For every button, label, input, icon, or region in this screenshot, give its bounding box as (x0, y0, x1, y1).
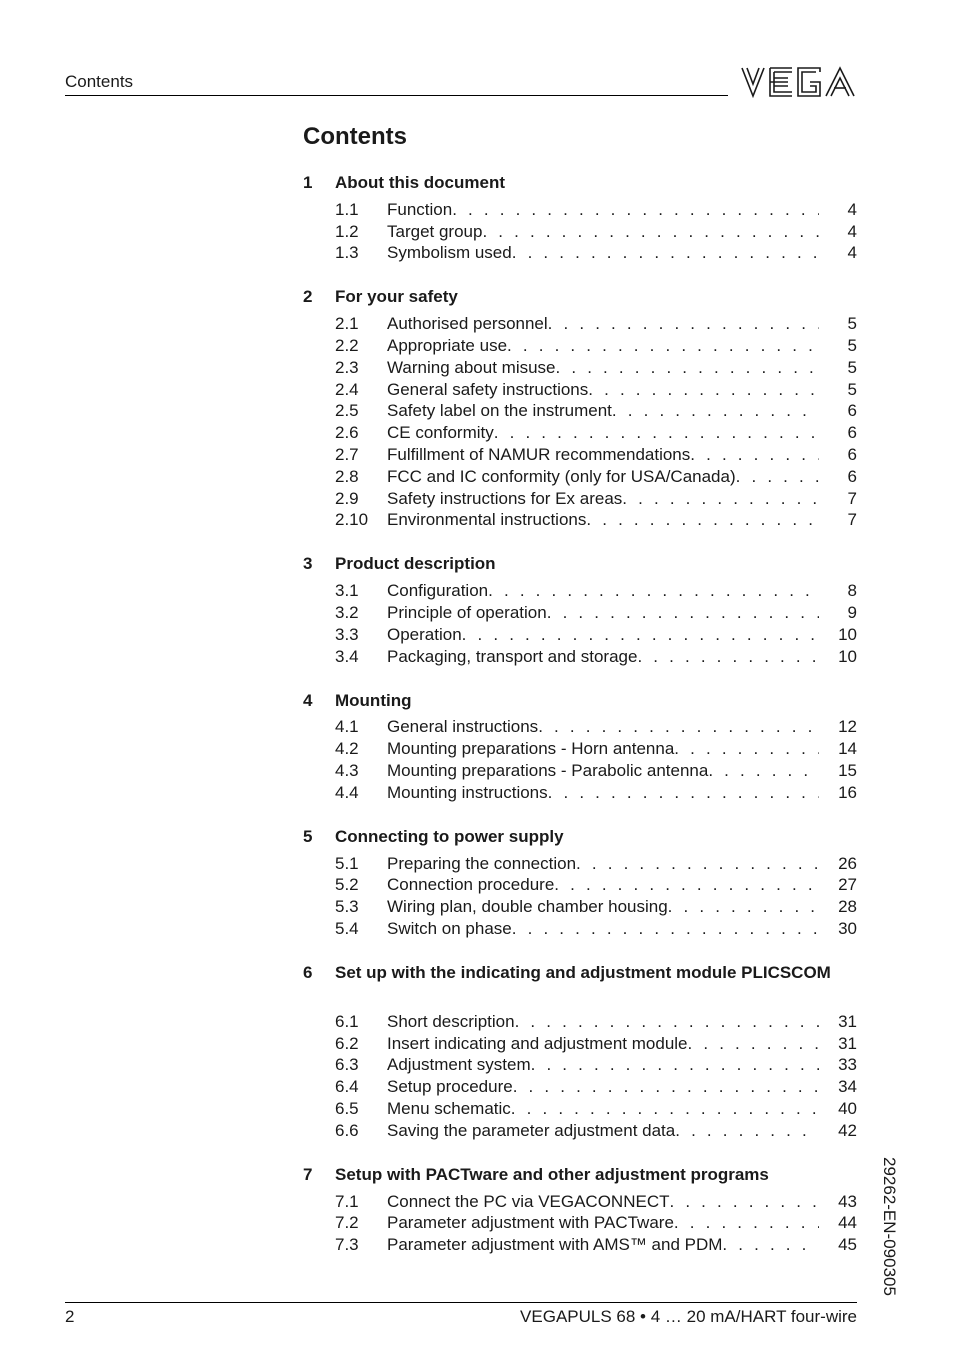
page-number: 5 (847, 336, 857, 356)
section-title: Adjustment system (387, 1055, 531, 1075)
dot-leader (482, 222, 819, 242)
section-title: Short description (387, 1011, 515, 1031)
page-number: 10 (838, 646, 857, 666)
toc-entry[interactable] (303, 199, 857, 221)
section-number: 2.10 (335, 510, 369, 530)
page-number: 14 (838, 739, 857, 759)
page-number: 15 (838, 761, 857, 781)
page-number: 34 (838, 1077, 857, 1097)
section-title: Connect the PC via VEGACONNECT (387, 1191, 670, 1211)
section-number: 3.2 (335, 603, 359, 623)
section-number: 7.3 (335, 1235, 359, 1255)
toc-chapter-heading[interactable] (303, 960, 857, 986)
section-number: 1.3 (335, 243, 359, 263)
page-number: 43 (838, 1191, 857, 1211)
toc-chapter (303, 551, 857, 667)
dot-leader (494, 423, 819, 443)
dot-leader (722, 1235, 819, 1255)
toc-entry[interactable] (303, 422, 857, 444)
toc-entry[interactable] (303, 444, 857, 466)
section-number: 5.4 (335, 919, 359, 939)
section-title: Parameter adjustment with PACTware (387, 1213, 674, 1233)
dot-leader (512, 243, 819, 263)
section-number: 6.3 (335, 1055, 359, 1075)
page-title: Contents (303, 123, 407, 150)
chapter-title: About this document (335, 173, 505, 192)
toc-entry[interactable] (303, 782, 857, 804)
section-number: 2.3 (335, 357, 359, 377)
section-number: 2.8 (335, 466, 359, 486)
page-number: 31 (838, 1033, 857, 1053)
chapter-number: 5 (303, 826, 313, 846)
section-number: 6.5 (335, 1099, 359, 1118)
section-number: 6.4 (335, 1077, 359, 1097)
section-title: Symbolism used (387, 243, 512, 263)
toc-entry[interactable] (303, 335, 857, 357)
toc-chapter-heading[interactable] (303, 688, 857, 714)
page-number: 30 (838, 919, 857, 939)
section-title: Authorised personnel (387, 314, 548, 334)
toc-entry[interactable] (303, 1098, 857, 1120)
section-number: 5.2 (335, 875, 359, 895)
toc-entry[interactable] (303, 1120, 857, 1142)
chapter-number: 4 (303, 690, 313, 710)
header-rule (65, 95, 728, 96)
page-number: 6 (847, 401, 857, 421)
section-number: 4.4 (335, 782, 359, 802)
section-title: Saving the parameter adjustment data (387, 1120, 676, 1140)
dot-leader (512, 919, 819, 939)
toc-chapter (303, 1162, 857, 1256)
section-number: 2.5 (335, 401, 359, 421)
section-title: Wiring plan, double chamber housing (387, 897, 668, 917)
toc-entry[interactable] (303, 1011, 857, 1033)
section-number: 4.2 (335, 739, 359, 759)
section-title: Connection procedure (387, 875, 555, 895)
header-section-label: Contents (65, 72, 134, 91)
toc-entry[interactable] (303, 875, 857, 897)
page-number: 6 (847, 423, 857, 443)
page-number: 27 (838, 875, 857, 895)
dot-leader (586, 510, 819, 530)
section-title: Fulfillment of NAMUR recommendations (387, 445, 691, 465)
page-number: 31 (838, 1011, 857, 1031)
chapter-number: 3 (303, 554, 313, 574)
dot-leader (538, 717, 819, 737)
section-title: CE conformity (387, 423, 494, 443)
dot-leader (674, 1213, 819, 1233)
vega-logo (740, 66, 858, 98)
toc-chapter (303, 170, 857, 264)
page-number: 7 (847, 510, 857, 530)
section-number: 3.4 (335, 646, 359, 666)
page-number: 10 (838, 624, 857, 644)
document-code: 29262-EN-090305 (880, 1157, 899, 1296)
section-title: Mounting preparations - Parabolic antenna (387, 761, 709, 781)
page-number: 6 (847, 445, 857, 465)
toc-entry[interactable] (303, 313, 857, 335)
dot-leader (515, 1012, 819, 1032)
toc-chapter-heading[interactable] (303, 551, 857, 577)
section-title: Operation (387, 624, 462, 644)
chapter-number: 6 (303, 962, 313, 982)
section-title: General safety instructions (387, 379, 589, 399)
section-title: Mounting instructions (387, 782, 548, 802)
toc-entry[interactable] (303, 853, 857, 875)
footer-page-number: 2 (65, 1307, 75, 1326)
toc-chapter (303, 824, 857, 940)
toc-chapter-heading[interactable] (303, 1162, 857, 1188)
page-number: 28 (838, 897, 857, 917)
toc-entry[interactable] (303, 510, 857, 532)
dot-leader (531, 1055, 819, 1075)
page-number: 5 (847, 314, 857, 334)
toc-entry[interactable] (303, 1234, 857, 1256)
dot-leader (576, 854, 819, 874)
section-number: 6.2 (335, 1033, 359, 1053)
section-number: 2.1 (335, 314, 359, 334)
dot-leader (588, 380, 819, 400)
section-title: Insert indicating and adjustment module (387, 1033, 688, 1053)
footer-rule (65, 1302, 857, 1303)
dot-leader (462, 625, 819, 645)
dot-leader (554, 875, 819, 895)
page-number: 40 (838, 1099, 857, 1118)
section-title: Setup procedure (387, 1077, 513, 1097)
dot-leader (556, 358, 819, 378)
chapter-title: Setup with PACTware and other adjustment programs (335, 1164, 769, 1184)
page-number: 5 (847, 357, 857, 377)
dot-leader (547, 603, 819, 623)
dot-leader (637, 647, 819, 667)
toc-entry[interactable] (303, 221, 857, 243)
section-number: 2.7 (335, 445, 359, 465)
toc-entry[interactable] (303, 760, 857, 782)
section-number: 2.2 (335, 336, 359, 356)
dot-leader (674, 739, 819, 759)
section-title: Warning about misuse (387, 357, 556, 377)
section-title: Mounting preparations - Horn antenna (387, 739, 675, 759)
section-title: Appropriate use (387, 336, 508, 356)
toc-entry[interactable] (303, 624, 857, 646)
section-number: 7.2 (335, 1213, 359, 1233)
section-number: 5.3 (335, 897, 359, 917)
page-number: 12 (838, 717, 857, 737)
toc-entry[interactable] (303, 1033, 857, 1055)
chapter-number: 2 (303, 287, 313, 307)
toc-entry[interactable] (303, 488, 857, 510)
section-title: Safety label on the instrument (387, 401, 612, 421)
section-title: Function (387, 199, 453, 219)
toc-entry[interactable] (303, 717, 857, 739)
toc-entry[interactable] (303, 243, 857, 265)
toc-chapter-heading[interactable] (303, 170, 857, 196)
toc-entry[interactable] (303, 357, 857, 379)
page-number: 33 (838, 1055, 857, 1075)
toc-entry[interactable] (303, 379, 857, 401)
chapter-title: Product description (335, 554, 496, 574)
dot-leader (612, 401, 819, 421)
page-number: 4 (847, 243, 857, 263)
page-number: 26 (838, 853, 857, 873)
page-number: 7 (847, 488, 857, 508)
chapter-number: 1 (303, 173, 313, 192)
section-number: 1.2 (335, 221, 359, 241)
dot-leader (688, 1034, 819, 1054)
page-number: 9 (847, 603, 857, 623)
page-number: 42 (838, 1120, 857, 1140)
chapter-title: Set up with the indicating and adjustment module PLICSCOM (335, 962, 831, 982)
toc-entry[interactable] (303, 738, 857, 760)
chapter-title: Mounting (335, 690, 412, 710)
section-number: 6.1 (335, 1011, 359, 1031)
dot-leader (507, 336, 819, 356)
table-of-contents (303, 170, 857, 1276)
dot-leader (668, 897, 819, 917)
toc-entry[interactable] (303, 580, 857, 602)
toc-entry[interactable] (303, 1213, 857, 1235)
section-title: Switch on phase (387, 919, 512, 939)
page-number: 44 (838, 1213, 857, 1233)
section-number: 7.1 (335, 1191, 359, 1211)
dot-leader (675, 1121, 819, 1141)
section-number: 2.4 (335, 379, 359, 399)
dot-leader (513, 1077, 819, 1097)
dot-leader (690, 445, 819, 465)
toc-chapter-heading[interactable] (303, 824, 857, 850)
toc-chapter (303, 284, 857, 531)
dot-leader (669, 1192, 819, 1212)
section-title: General instructions (387, 717, 539, 737)
dot-leader (708, 761, 819, 781)
page-number: 6 (847, 466, 857, 486)
toc-entry[interactable] (303, 896, 857, 918)
page-number: 16 (838, 782, 857, 802)
section-title: Preparing the connection (387, 853, 577, 873)
page-number: 4 (847, 221, 857, 241)
toc-entry[interactable] (303, 918, 857, 940)
toc-entry[interactable] (303, 602, 857, 624)
section-number: 2.9 (335, 488, 359, 508)
footer-document-title: VEGAPULS 68 • 4 … 20 mA/HART four-wire (520, 1307, 857, 1326)
toc-entry[interactable] (303, 1191, 857, 1213)
dot-leader (488, 581, 819, 601)
toc-entry[interactable] (303, 466, 857, 488)
chapter-title: For your safety (335, 287, 458, 307)
section-title: Safety instructions for Ex areas (387, 488, 623, 508)
section-number: 3.1 (335, 581, 359, 601)
section-title: Target group (387, 221, 483, 241)
section-title: FCC and IC conformity (only for USA/Canada) (387, 466, 736, 486)
section-number: 5.1 (335, 853, 359, 873)
toc-entry[interactable] (303, 1076, 857, 1098)
dot-leader (548, 783, 819, 803)
dot-leader (548, 314, 819, 334)
section-number: 1.1 (335, 199, 359, 219)
page-number: 5 (847, 379, 857, 399)
dot-leader (736, 467, 819, 487)
toc-chapter (303, 688, 857, 804)
page-number: 8 (847, 581, 857, 601)
dot-leader (511, 1099, 819, 1119)
section-title: Packaging, transport and storage (387, 646, 638, 666)
section-number: 2.6 (335, 423, 359, 443)
page-number: 45 (838, 1235, 857, 1255)
section-title: Parameter adjustment with AMS™ and PDM (387, 1235, 723, 1255)
toc-chapter-heading[interactable] (303, 284, 857, 310)
chapter-title: Connecting to power supply (335, 826, 564, 846)
section-number: 6.6 (335, 1120, 359, 1140)
chapter-number: 7 (303, 1164, 313, 1184)
section-title: Environmental instructions (387, 510, 587, 530)
toc-entry[interactable] (303, 401, 857, 423)
section-number: 3.3 (335, 624, 359, 644)
section-number: 4.1 (335, 717, 359, 737)
page-number: 4 (847, 199, 857, 219)
toc-chapter (303, 960, 857, 1142)
section-title: Menu schematic (387, 1099, 511, 1118)
section-title: Principle of operation (387, 603, 547, 623)
section-number: 4.3 (335, 761, 359, 781)
toc-entry[interactable] (303, 646, 857, 668)
dot-leader (452, 200, 819, 220)
dot-leader (622, 489, 819, 509)
section-title: Configuration (387, 581, 489, 601)
toc-entry[interactable] (303, 1055, 857, 1077)
